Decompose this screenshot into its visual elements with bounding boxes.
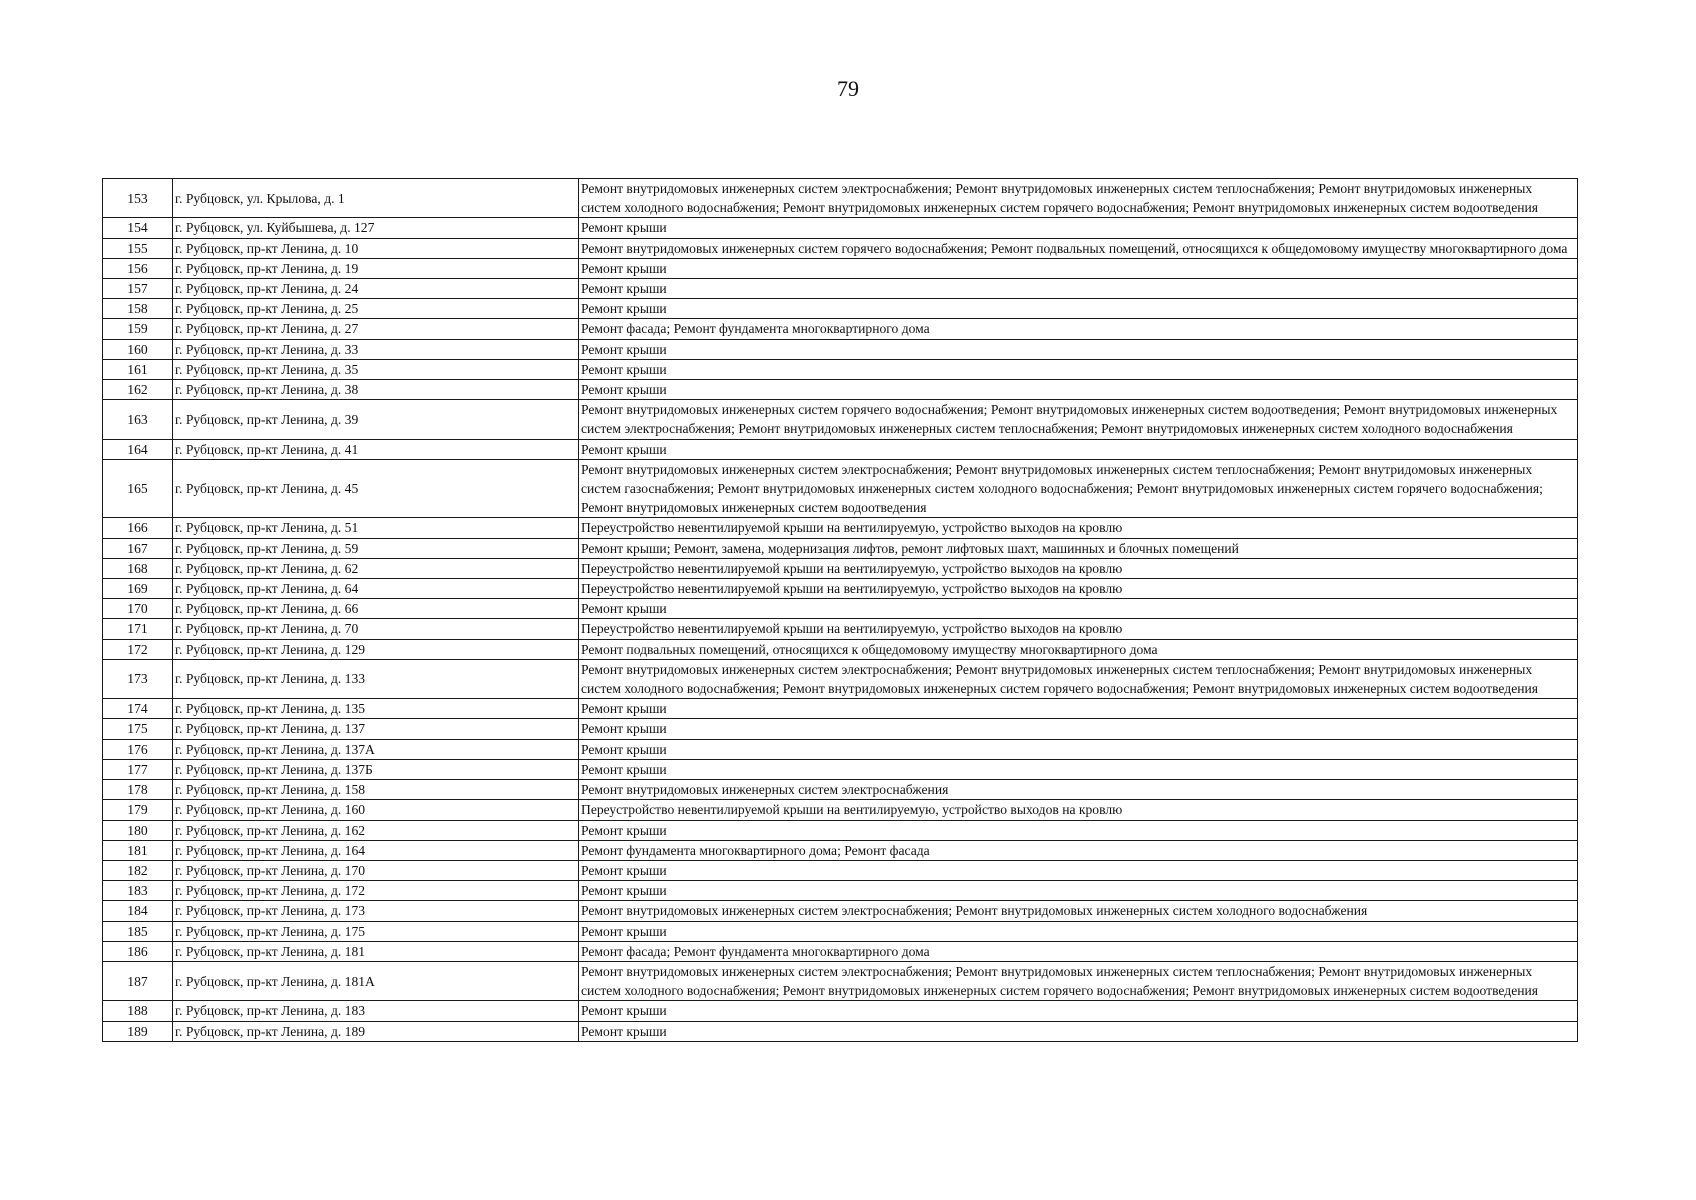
address-cell: г. Рубцовск, пр-кт Ленина, д. 45 (173, 459, 579, 518)
row-number-cell: 180 (103, 820, 173, 840)
table-row (103, 579, 1578, 599)
table-row (103, 538, 1578, 558)
works-cell: Ремонт внутридомовых инженерных систем электроснабжения; Ремонт внутридомовых инженерных систем теплоснабжения; Ремонт внутридомовых инженерных систем газоснабжения; Ремонт внутридомовых инженерных систем холодного водоснабжения; Ремонт внутридомовых инженерных систем горячего водоснабжения; Ремонт внутридомовых инженерных систем водоотведения (579, 459, 1578, 518)
works-cell: Ремонт крыши (579, 218, 1578, 238)
row-number-cell: 168 (103, 558, 173, 578)
works-cell: Ремонт крыши (579, 339, 1578, 359)
row-number-cell: 185 (103, 921, 173, 941)
address-cell: г. Рубцовск, пр-кт Ленина, д. 181А (173, 961, 579, 1000)
address-cell: г. Рубцовск, пр-кт Ленина, д. 59 (173, 538, 579, 558)
row-number-cell: 173 (103, 659, 173, 698)
table-row (103, 459, 1578, 518)
address-cell: г. Рубцовск, пр-кт Ленина, д. 25 (173, 299, 579, 319)
table-row (103, 901, 1578, 921)
address-cell: г. Рубцовск, пр-кт Ленина, д. 162 (173, 820, 579, 840)
row-number-cell: 179 (103, 800, 173, 820)
table-row (103, 619, 1578, 639)
works-cell: Ремонт крыши (579, 439, 1578, 459)
table-row (103, 699, 1578, 719)
works-cell: Переустройство невентилируемой крыши на вентилируемую, устройство выходов на кровлю (579, 800, 1578, 820)
address-cell: г. Рубцовск, пр-кт Ленина, д. 62 (173, 558, 579, 578)
table-row (103, 820, 1578, 840)
address-cell: г. Рубцовск, пр-кт Ленина, д. 170 (173, 860, 579, 880)
row-number-cell: 156 (103, 258, 173, 278)
row-number-cell: 177 (103, 759, 173, 779)
table-row (103, 518, 1578, 538)
row-number-cell: 170 (103, 599, 173, 619)
row-number-cell: 175 (103, 719, 173, 739)
works-cell: Ремонт внутридомовых инженерных систем электроснабжения; Ремонт внутридомовых инженерных систем теплоснабжения; Ремонт внутридомовых инженерных систем холодного водоснабжения; Ремонт внутридомовых инженерных систем горячего водоснабжения; Ремонт внутридомовых инженерных систем водоотведения (579, 179, 1578, 218)
table-row (103, 739, 1578, 759)
row-number-cell: 172 (103, 639, 173, 659)
registry-body (103, 179, 1578, 1042)
address-cell: г. Рубцовск, пр-кт Ленина, д. 33 (173, 339, 579, 359)
row-number-cell: 166 (103, 518, 173, 538)
table-row (103, 659, 1578, 698)
table-row (103, 400, 1578, 439)
table-row (103, 780, 1578, 800)
works-cell: Ремонт внутридомовых инженерных систем горячего водоснабжения; Ремонт подвальных помещений, относящихся к общедомовому имуществу многоквартирного дома (579, 238, 1578, 258)
address-cell: г. Рубцовск, пр-кт Ленина, д. 172 (173, 881, 579, 901)
address-cell: г. Рубцовск, ул. Крылова, д. 1 (173, 179, 579, 218)
address-cell: г. Рубцовск, пр-кт Ленина, д. 64 (173, 579, 579, 599)
row-number-cell: 167 (103, 538, 173, 558)
address-cell: г. Рубцовск, пр-кт Ленина, д. 41 (173, 439, 579, 459)
works-registry-table (102, 178, 1578, 1042)
address-cell: г. Рубцовск, пр-кт Ленина, д. 24 (173, 279, 579, 299)
table-row (103, 279, 1578, 299)
works-cell: Ремонт крыши (579, 881, 1578, 901)
address-cell: г. Рубцовск, пр-кт Ленина, д. 183 (173, 1001, 579, 1021)
table-row (103, 558, 1578, 578)
row-number-cell: 163 (103, 400, 173, 439)
address-cell: г. Рубцовск, пр-кт Ленина, д. 164 (173, 840, 579, 860)
row-number-cell: 184 (103, 901, 173, 921)
works-cell: Ремонт крыши; Ремонт, замена, модернизация лифтов, ремонт лифтовых шахт, машинных и блочных помещений (579, 538, 1578, 558)
table-row (103, 759, 1578, 779)
table-row (103, 599, 1578, 619)
address-cell: г. Рубцовск, пр-кт Ленина, д. 135 (173, 699, 579, 719)
address-cell: г. Рубцовск, пр-кт Ленина, д. 189 (173, 1021, 579, 1041)
row-number-cell: 169 (103, 579, 173, 599)
works-cell: Ремонт крыши (579, 258, 1578, 278)
row-number-cell: 153 (103, 179, 173, 218)
table-row (103, 359, 1578, 379)
works-cell: Ремонт крыши (579, 1001, 1578, 1021)
works-cell: Переустройство невентилируемой крыши на вентилируемую, устройство выходов на кровлю (579, 558, 1578, 578)
address-cell: г. Рубцовск, пр-кт Ленина, д. 38 (173, 380, 579, 400)
works-cell: Ремонт крыши (579, 699, 1578, 719)
address-cell: г. Рубцовск, пр-кт Ленина, д. 10 (173, 238, 579, 258)
works-cell: Ремонт подвальных помещений, относящихся к общедомовому имуществу многоквартирного дома (579, 639, 1578, 659)
row-number-cell: 160 (103, 339, 173, 359)
works-cell: Ремонт фасада; Ремонт фундамента многоквартирного дома (579, 941, 1578, 961)
address-cell: г. Рубцовск, пр-кт Ленина, д. 160 (173, 800, 579, 820)
works-cell: Ремонт внутридомовых инженерных систем электроснабжения; Ремонт внутридомовых инженерных систем холодного водоснабжения (579, 901, 1578, 921)
table-row (103, 319, 1578, 339)
row-number-cell: 188 (103, 1001, 173, 1021)
row-number-cell: 174 (103, 699, 173, 719)
address-cell: г. Рубцовск, пр-кт Ленина, д. 35 (173, 359, 579, 379)
row-number-cell: 178 (103, 780, 173, 800)
row-number-cell: 186 (103, 941, 173, 961)
row-number-cell: 176 (103, 739, 173, 759)
table-row (103, 380, 1578, 400)
row-number-cell: 181 (103, 840, 173, 860)
works-cell: Ремонт внутридомовых инженерных систем горячего водоснабжения; Ремонт внутридомовых инженерных систем водоотведения; Ремонт внутридомовых инженерных систем электроснабжения; Ремонт внутридомовых инженерных систем теплоснабжения; Ремонт внутридомовых инженерных систем холодного водоснабжения (579, 400, 1578, 439)
row-number-cell: 159 (103, 319, 173, 339)
address-cell: г. Рубцовск, пр-кт Ленина, д. 181 (173, 941, 579, 961)
address-cell: г. Рубцовск, пр-кт Ленина, д. 137Б (173, 759, 579, 779)
works-cell: Ремонт крыши (579, 299, 1578, 319)
works-cell: Ремонт крыши (579, 599, 1578, 619)
row-number-cell: 161 (103, 359, 173, 379)
works-cell: Переустройство невентилируемой крыши на вентилируемую, устройство выходов на кровлю (579, 518, 1578, 538)
table-row (103, 179, 1578, 218)
row-number-cell: 158 (103, 299, 173, 319)
address-cell: г. Рубцовск, пр-кт Ленина, д. 137А (173, 739, 579, 759)
works-cell: Переустройство невентилируемой крыши на вентилируемую, устройство выходов на кровлю (579, 579, 1578, 599)
works-cell: Ремонт внутридомовых инженерных систем электроснабжения (579, 780, 1578, 800)
table-row (103, 860, 1578, 880)
address-cell: г. Рубцовск, пр-кт Ленина, д. 66 (173, 599, 579, 619)
row-number-cell: 187 (103, 961, 173, 1000)
row-number-cell: 165 (103, 459, 173, 518)
works-cell: Ремонт крыши (579, 380, 1578, 400)
row-number-cell: 162 (103, 380, 173, 400)
works-cell: Ремонт фасада; Ремонт фундамента многоквартирного дома (579, 319, 1578, 339)
works-cell: Ремонт внутридомовых инженерных систем электроснабжения; Ремонт внутридомовых инженерных систем теплоснабжения; Ремонт внутридомовых инженерных систем холодного водоснабжения; Ремонт внутридомовых инженерных систем горячего водоснабжения; Ремонт внутридомовых инженерных систем водоотведения (579, 659, 1578, 698)
address-cell: г. Рубцовск, пр-кт Ленина, д. 173 (173, 901, 579, 921)
row-number-cell: 171 (103, 619, 173, 639)
table-row (103, 238, 1578, 258)
address-cell: г. Рубцовск, пр-кт Ленина, д. 137 (173, 719, 579, 739)
table-row (103, 840, 1578, 860)
table-row (103, 218, 1578, 238)
row-number-cell: 154 (103, 218, 173, 238)
row-number-cell: 155 (103, 238, 173, 258)
table-row (103, 941, 1578, 961)
works-cell: Ремонт крыши (579, 359, 1578, 379)
address-cell: г. Рубцовск, пр-кт Ленина, д. 158 (173, 780, 579, 800)
address-cell: г. Рубцовск, пр-кт Ленина, д. 39 (173, 400, 579, 439)
works-cell: Ремонт крыши (579, 921, 1578, 941)
row-number-cell: 164 (103, 439, 173, 459)
table-row (103, 719, 1578, 739)
address-cell: г. Рубцовск, пр-кт Ленина, д. 175 (173, 921, 579, 941)
table-row (103, 921, 1578, 941)
table-row (103, 1021, 1578, 1041)
address-cell: г. Рубцовск, пр-кт Ленина, д. 133 (173, 659, 579, 698)
table-row (103, 258, 1578, 278)
works-cell: Ремонт крыши (579, 739, 1578, 759)
table-row (103, 800, 1578, 820)
works-cell: Ремонт крыши (579, 279, 1578, 299)
row-number-cell: 157 (103, 279, 173, 299)
address-cell: г. Рубцовск, ул. Куйбышева, д. 127 (173, 218, 579, 238)
row-number-cell: 182 (103, 860, 173, 880)
address-cell: г. Рубцовск, пр-кт Ленина, д. 70 (173, 619, 579, 639)
table-row (103, 961, 1578, 1000)
works-cell: Ремонт крыши (579, 719, 1578, 739)
table-row (103, 639, 1578, 659)
table-row (103, 299, 1578, 319)
address-cell: г. Рубцовск, пр-кт Ленина, д. 19 (173, 258, 579, 278)
works-cell: Ремонт крыши (579, 860, 1578, 880)
table-row (103, 881, 1578, 901)
works-cell: Ремонт внутридомовых инженерных систем электроснабжения; Ремонт внутридомовых инженерных систем теплоснабжения; Ремонт внутридомовых инженерных систем холодного водоснабжения; Ремонт внутридомовых инженерных систем горячего водоснабжения; Ремонт внутридомовых инженерных систем водоотведения (579, 961, 1578, 1000)
page-number: 79 (837, 76, 859, 101)
works-cell: Переустройство невентилируемой крыши на вентилируемую, устройство выходов на кровлю (579, 619, 1578, 639)
table-row (103, 1001, 1578, 1021)
works-cell: Ремонт крыши (579, 1021, 1578, 1041)
address-cell: г. Рубцовск, пр-кт Ленина, д. 129 (173, 639, 579, 659)
address-cell: г. Рубцовск, пр-кт Ленина, д. 27 (173, 319, 579, 339)
works-cell: Ремонт крыши (579, 820, 1578, 840)
address-cell: г. Рубцовск, пр-кт Ленина, д. 51 (173, 518, 579, 538)
row-number-cell: 183 (103, 881, 173, 901)
works-cell: Ремонт фундамента многоквартирного дома; Ремонт фасада (579, 840, 1578, 860)
row-number-cell: 189 (103, 1021, 173, 1041)
works-cell: Ремонт крыши (579, 759, 1578, 779)
table-row (103, 439, 1578, 459)
table-row (103, 339, 1578, 359)
